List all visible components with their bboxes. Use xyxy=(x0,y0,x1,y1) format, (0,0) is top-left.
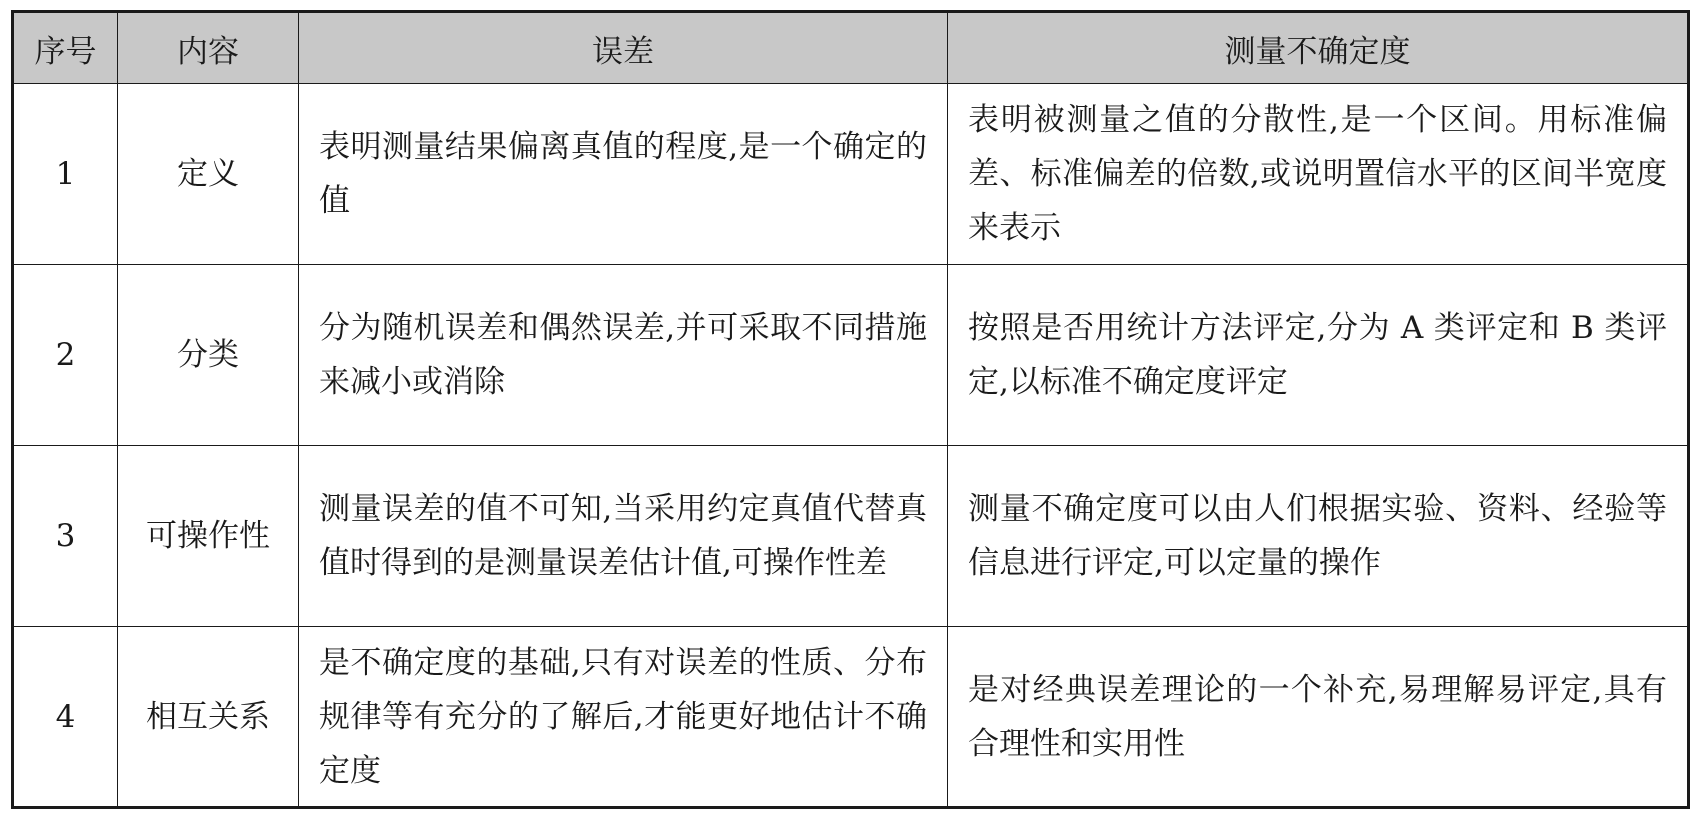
row-content-cell: 相互关系 xyxy=(118,627,299,808)
table-row xyxy=(13,265,1689,446)
error-vs-uncertainty-table xyxy=(11,10,1690,809)
row-uncertainty-cell: 测量不确定度可以由人们根据实验、资料、经验等信息进行评定,可以定量的操作 xyxy=(948,446,1689,627)
row-error-cell: 表明测量结果偏离真值的程度,是一个确定的值 xyxy=(299,84,948,265)
row-number-cell: 3 xyxy=(13,446,118,627)
row-uncertainty-cell: 按照是否用统计方法评定,分为 A 类评定和 B 类评定,以标准不确定度评定 xyxy=(948,265,1689,446)
table-row xyxy=(13,446,1689,627)
row-number-cell: 2 xyxy=(13,265,118,446)
row-uncertainty-cell: 是对经典误差理论的一个补充,易理解易评定,具有合理性和实用性 xyxy=(948,627,1689,808)
row-content-cell: 定义 xyxy=(118,84,299,265)
row-error-cell: 测量误差的值不可知,当采用约定真值代替真值时得到的是测量误差估计值,可操作性差 xyxy=(299,446,948,627)
row-content-cell: 可操作性 xyxy=(118,446,299,627)
table-row xyxy=(13,627,1689,808)
header-number: 序号 xyxy=(13,12,118,84)
header-uncertainty: 测量不确定度 xyxy=(948,12,1689,84)
header-content: 内容 xyxy=(118,12,299,84)
row-error-cell: 分为随机误差和偶然误差,并可采取不同措施来减小或消除 xyxy=(299,265,948,446)
row-error-cell: 是不确定度的基础,只有对误差的性质、分布规律等有充分的了解后,才能更好地估计不确定度 xyxy=(299,627,948,808)
table-row xyxy=(13,84,1689,265)
row-number-cell: 1 xyxy=(13,84,118,265)
comparison-table-container xyxy=(11,10,1687,806)
row-number-cell: 4 xyxy=(13,627,118,808)
row-uncertainty-cell: 表明被测量之值的分散性,是一个区间。用标准偏差、标准偏差的倍数,或说明置信水平的区间半宽度来表示 xyxy=(948,84,1689,265)
header-error: 误差 xyxy=(299,12,948,84)
table-header-row xyxy=(13,12,1689,84)
row-content-cell: 分类 xyxy=(118,265,299,446)
